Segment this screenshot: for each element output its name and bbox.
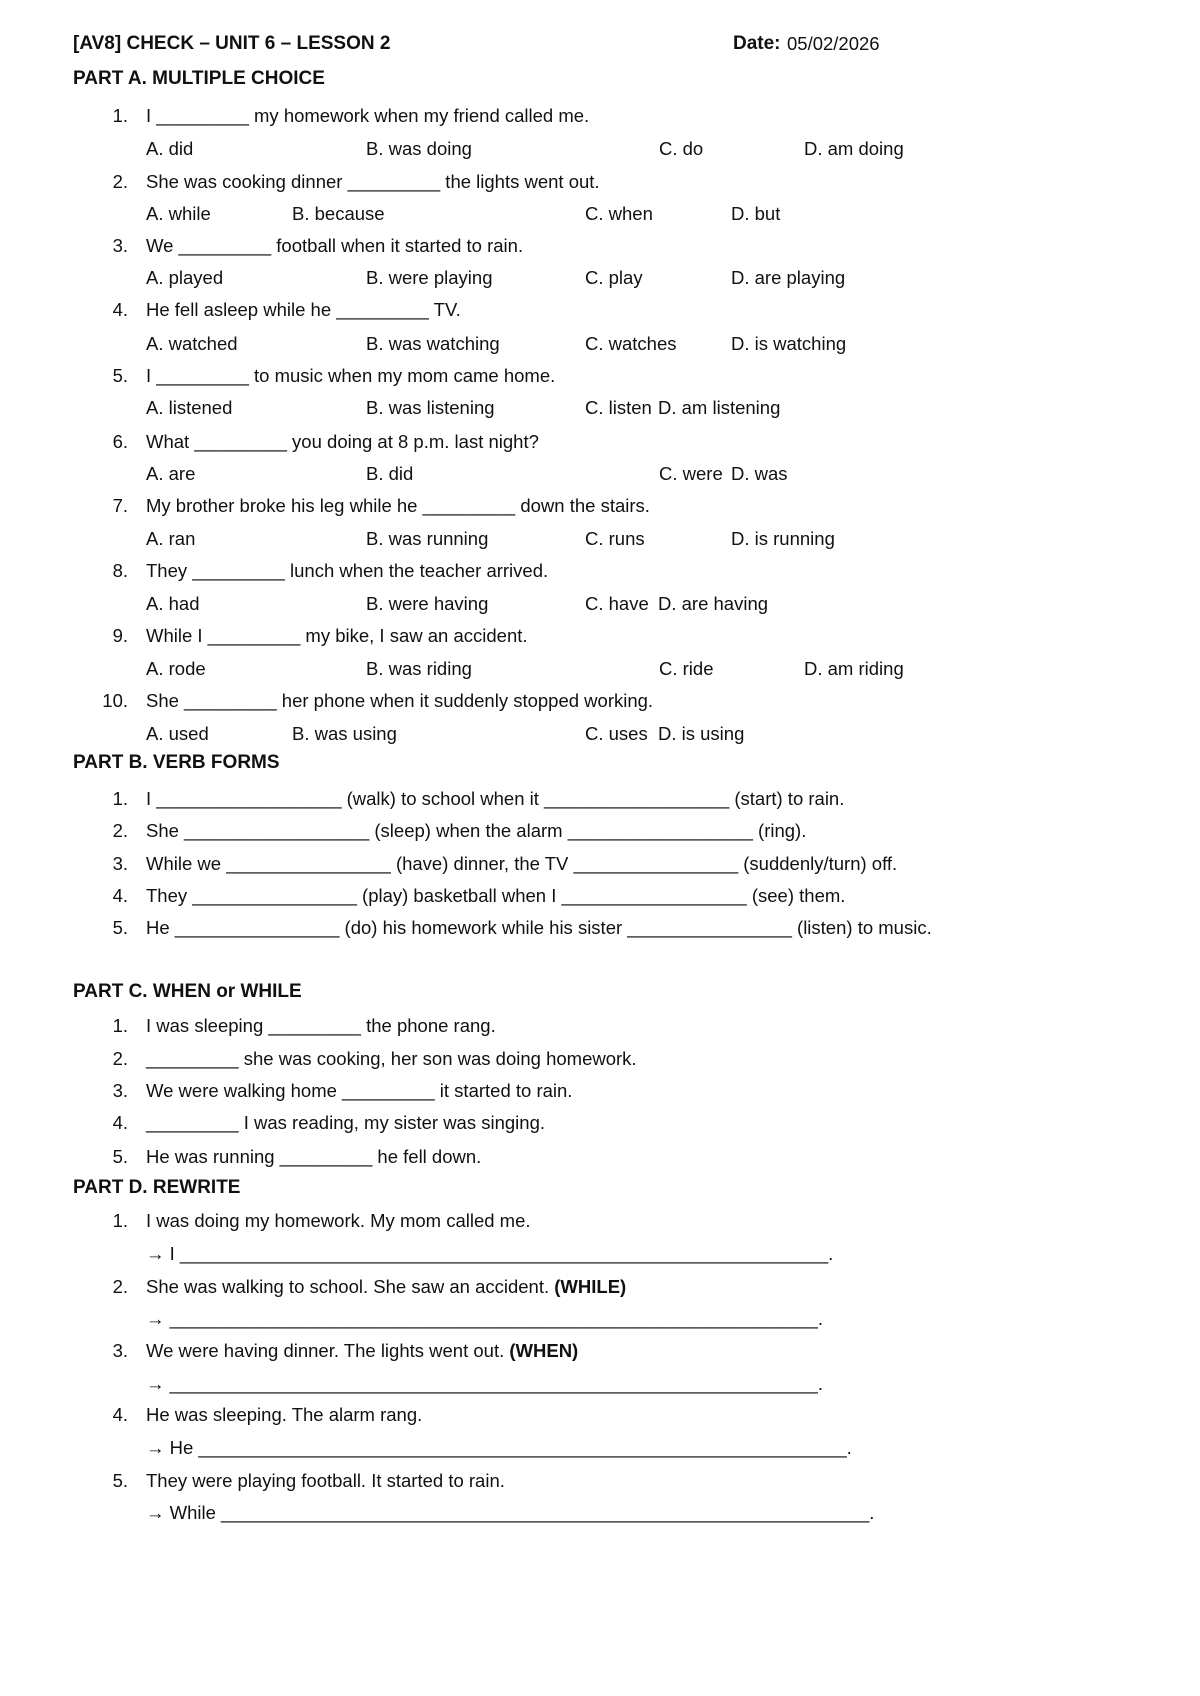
- item-number: 5.: [112, 1470, 128, 1491]
- rewrite-item: He was sleeping. The alarm rang.: [146, 1404, 423, 1425]
- answer-option: A. ran: [146, 528, 196, 549]
- item-number: 1.: [112, 1015, 128, 1036]
- when-while-item: _________ she was cooking, her son was doing homework.: [146, 1048, 637, 1069]
- answer-option: B. were having: [366, 593, 489, 614]
- part-a-heading: PART A. MULTIPLE CHOICE: [73, 68, 325, 89]
- question-stem: She _________ her phone when it suddenly stopped working.: [146, 690, 654, 711]
- answer-option: A. are: [146, 463, 196, 484]
- answer-option: D. are having: [658, 593, 769, 614]
- rewrite-item: They were playing football. It started to rain.: [146, 1470, 505, 1491]
- answer-option: B. because: [292, 203, 385, 224]
- question-number: 8.: [112, 560, 128, 581]
- item-number: 4.: [112, 885, 128, 906]
- verb-form-item: I __________________ (walk) to school when it __________________ (start) to rain.: [146, 788, 845, 809]
- answer-option: C. do: [659, 138, 704, 159]
- verb-form-item: She __________________ (sleep) when the alarm __________________ (ring).: [146, 820, 807, 841]
- answer-option: B. was doing: [366, 138, 472, 159]
- date-value: 05/02/2026: [787, 33, 880, 54]
- answer-option: D. are playing: [731, 267, 846, 288]
- when-while-item: _________ I was reading, my sister was singing.: [146, 1112, 545, 1133]
- item-number: 2.: [112, 1276, 128, 1297]
- when-while-item: We were walking home _________ it started to rain.: [146, 1080, 573, 1101]
- answer-option: C. ride: [659, 658, 714, 679]
- keyword-hint: (WHILE): [554, 1276, 627, 1297]
- question-stem: She was cooking dinner _________ the lights went out.: [146, 171, 600, 192]
- question-stem: I _________ my homework when my friend called me.: [146, 105, 590, 126]
- item-number: 1.: [112, 788, 128, 809]
- question-number: 3.: [112, 235, 128, 256]
- keyword-hint: (WHEN): [509, 1340, 579, 1361]
- item-number: 1.: [112, 1210, 128, 1231]
- question-number: 4.: [112, 299, 128, 320]
- rewrite-answer-line: → He _______________________________________________________________.: [146, 1437, 852, 1458]
- answer-option: D. am doing: [804, 138, 904, 159]
- rewrite-item: I was doing my homework. My mom called me.: [146, 1210, 531, 1231]
- answer-option: B. did: [366, 463, 414, 484]
- item-number: 2.: [112, 1048, 128, 1069]
- answer-option: A. used: [146, 723, 209, 744]
- item-number: 3.: [112, 1340, 128, 1361]
- answer-option: C. listen: [585, 397, 652, 418]
- answer-option: B. was listening: [366, 397, 495, 418]
- part-c-heading: PART C. WHEN or WHILE: [73, 981, 302, 1002]
- when-while-item: I was sleeping _________ the phone rang.: [146, 1015, 496, 1036]
- rewrite-answer-line: → _______________________________________________________________.: [146, 1373, 823, 1394]
- verb-form-item: He ________________ (do) his homework while his sister ________________ (listen) to music.: [146, 917, 932, 938]
- answer-option: C. when: [585, 203, 653, 224]
- answer-option: A. while: [146, 203, 211, 224]
- rewrite-answer-line: → _______________________________________________________________.: [146, 1308, 823, 1329]
- item-number: 4.: [112, 1112, 128, 1133]
- item-number: 4.: [112, 1404, 128, 1425]
- answer-option: C. play: [585, 267, 643, 288]
- answer-option: C. have: [585, 593, 649, 614]
- question-stem: While I _________ my bike, I saw an accident.: [146, 625, 528, 646]
- question-number: 7.: [112, 495, 128, 516]
- answer-option: A. did: [146, 138, 194, 159]
- answer-option: D. but: [731, 203, 781, 224]
- answer-option: B. was riding: [366, 658, 472, 679]
- verb-form-item: They ________________ (play) basketball when I __________________ (see) them.: [146, 885, 846, 906]
- item-number: 5.: [112, 917, 128, 938]
- answer-option: D. is running: [731, 528, 835, 549]
- answer-option: A. listened: [146, 397, 233, 418]
- rewrite-answer-line: → While _______________________________________________________________.: [146, 1502, 875, 1523]
- answer-option: C. were: [659, 463, 723, 484]
- answer-option: A. had: [146, 593, 200, 614]
- answer-option: D. am riding: [804, 658, 904, 679]
- question-number: 2.: [112, 171, 128, 192]
- item-number: 5.: [112, 1146, 128, 1167]
- worksheet-title: [AV8] CHECK – UNIT 6 – LESSON 2: [73, 33, 391, 54]
- question-stem: My brother broke his leg while he _________ down the stairs.: [146, 495, 650, 516]
- rewrite-answer-line: → I _______________________________________________________________.: [146, 1243, 834, 1264]
- part-d-heading: PART D. REWRITE: [73, 1177, 241, 1198]
- answer-option: B. were playing: [366, 267, 493, 288]
- answer-option: D. was: [731, 463, 788, 484]
- question-stem: We _________ football when it started to rain.: [146, 235, 524, 256]
- answer-option: B. was watching: [366, 333, 500, 354]
- question-number: 10.: [102, 690, 128, 711]
- question-stem: What _________ you doing at 8 p.m. last night?: [146, 431, 539, 452]
- answer-option: A. rode: [146, 658, 206, 679]
- answer-option: A. watched: [146, 333, 238, 354]
- question-number: 5.: [112, 365, 128, 386]
- item-number: 3.: [112, 1080, 128, 1101]
- answer-option: D. is watching: [731, 333, 847, 354]
- verb-form-item: While we ________________ (have) dinner, the TV ________________ (suddenly/turn) off.: [146, 853, 898, 874]
- part-b-heading: PART B. VERB FORMS: [73, 752, 280, 773]
- answer-option: D. is using: [658, 723, 745, 744]
- item-number: 3.: [112, 853, 128, 874]
- question-stem: I _________ to music when my mom came home.: [146, 365, 556, 386]
- answer-option: C. watches: [585, 333, 677, 354]
- answer-option: B. was running: [366, 528, 489, 549]
- question-number: 1.: [112, 105, 128, 126]
- question-number: 6.: [112, 431, 128, 452]
- answer-option: D. am listening: [658, 397, 781, 418]
- question-stem: He fell asleep while he _________ TV.: [146, 299, 461, 320]
- rewrite-item: We were having dinner. The lights went out. (WHEN): [146, 1340, 579, 1361]
- answer-option: C. uses: [585, 723, 648, 744]
- question-stem: They _________ lunch when the teacher arrived.: [146, 560, 549, 581]
- date-label: Date:: [733, 33, 781, 54]
- rewrite-item: She was walking to school. She saw an accident. (WHILE): [146, 1276, 627, 1297]
- answer-option: B. was using: [292, 723, 397, 744]
- when-while-item: He was running _________ he fell down.: [146, 1146, 482, 1167]
- question-number: 9.: [112, 625, 128, 646]
- answer-option: A. played: [146, 267, 224, 288]
- answer-option: C. runs: [585, 528, 645, 549]
- item-number: 2.: [112, 820, 128, 841]
